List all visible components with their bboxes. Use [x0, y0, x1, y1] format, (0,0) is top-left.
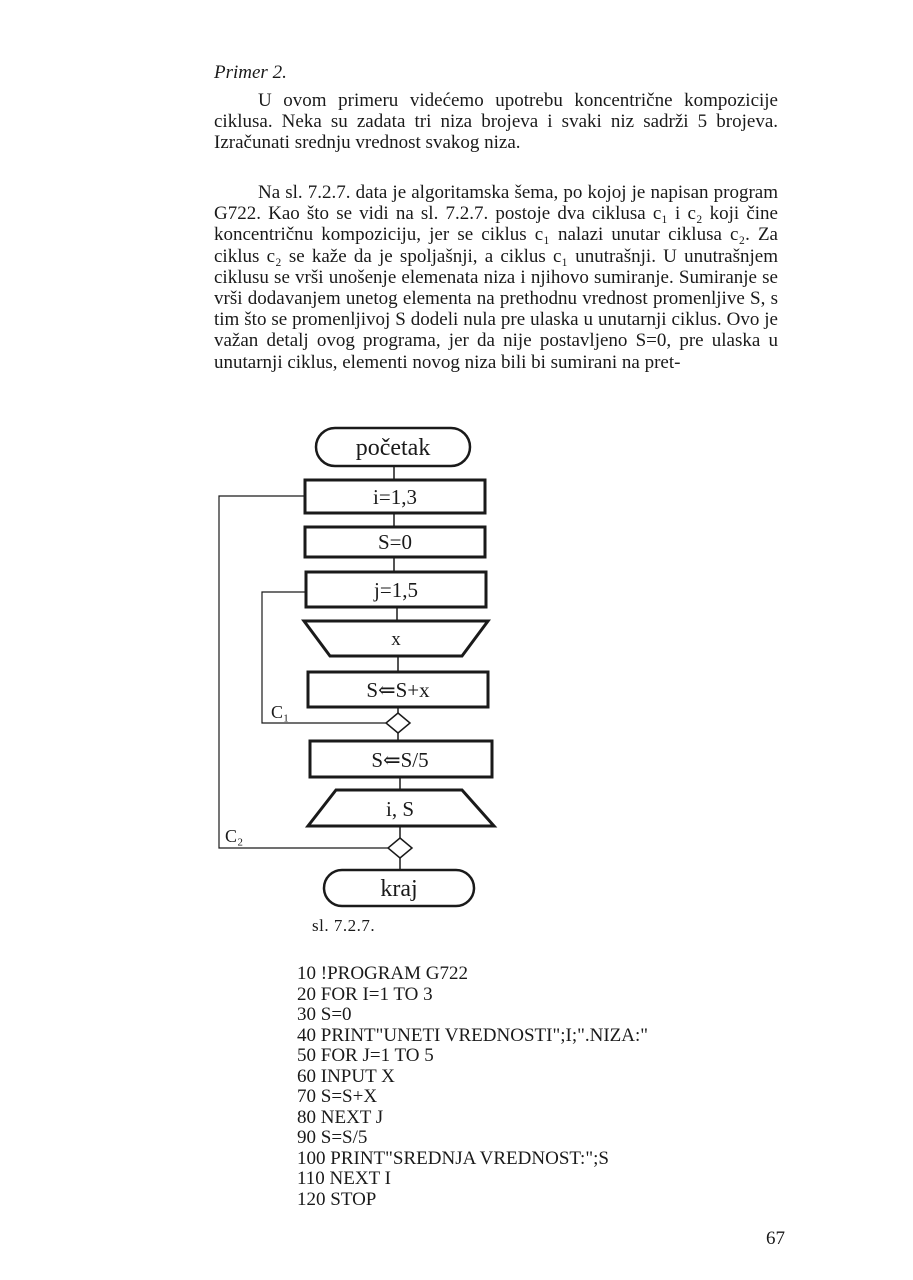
- paragraph-intro: U ovom primeru videćemo upotrebu koncentrične kompozicije ciklusa. Neka su zadata tri niza brojeva i svaki niz sadrži 5 brojeva. Izračunati srednju vrednost svakog niza.: [214, 90, 778, 154]
- paragraph-explanation: Na sl. 7.2.7. data je algoritamska šema, po kojoj je napisan program G722. Kao što se vidi na sl. 7.2.7. postoje dva ciklusa c₁ i c₂ koji čine koncentričnu kompoziciju, jer se ciklus c₁ nalazi unutar ciklusa c₂. Za ciklus c₂ se kaže da je spoljašnji, a ciklus c₁ unutrašnji. U unutrašnjem ciklusu se vrši unošenje elemenata niza i njihovo sumiranje. Sumiranje se vrši dodavanjem unetog elementa na prethodnu vrednost promenljive S, s tim što se promenljivoj S dodeli nula pre ulaska u unutarnji ciklus. Ovo je važan detalj ovog programa, jer da nije postavljeno S=0, pre ulaska u unutarnji ciklus, elementi novog niza bili bi sumirani na pret-: [214, 182, 778, 373]
- page-number: 67: [766, 1228, 785, 1249]
- inner-cycle-label: C₁: [271, 702, 290, 722]
- init-sum-label: S=0: [377, 530, 413, 554]
- program-line: 40 PRINT"UNETI VREDNOSTI";I;".NIZA:": [297, 1024, 649, 1046]
- program-line: 20 FOR I=1 TO 3: [297, 983, 433, 1005]
- program-line: 70 S=S+X: [297, 1086, 378, 1107]
- program-line: 60 INPUT X: [297, 1065, 395, 1087]
- outer-loop-label: i=1,3: [373, 485, 417, 509]
- outer-cycle-label: C₂: [225, 826, 244, 846]
- average-label: S⇐S/5: [371, 748, 429, 772]
- end-label: kraj: [380, 876, 418, 902]
- outer-join-diamond: [388, 838, 412, 858]
- program-line: 80 NEXT J: [297, 1106, 384, 1128]
- program-line: 90 S=S/5: [297, 1127, 368, 1148]
- output-label: i, S: [385, 797, 415, 821]
- program-line: 50 FOR J=1 TO 5: [297, 1045, 434, 1066]
- program-listing: [297, 964, 648, 1210]
- accumulate-label: S⇐S+x: [366, 678, 430, 702]
- inner-join-diamond: [386, 713, 410, 733]
- example-heading: Primer 2.: [214, 62, 287, 83]
- program-line: 120 STOP: [297, 1188, 377, 1210]
- figure-caption: sl. 7.2.7.: [312, 916, 376, 935]
- start-label: početak: [355, 435, 431, 461]
- program-line: 10 !PROGRAM G722: [297, 963, 469, 984]
- program-line: 100 PRINT"SREDNJA VREDNOST:";S: [297, 1147, 609, 1169]
- input-label: x: [391, 629, 401, 650]
- inner-loop-label: j=1,5: [374, 578, 418, 602]
- program-line: 30 S=0: [297, 1004, 352, 1025]
- program-line: 110 NEXT I: [297, 1168, 391, 1189]
